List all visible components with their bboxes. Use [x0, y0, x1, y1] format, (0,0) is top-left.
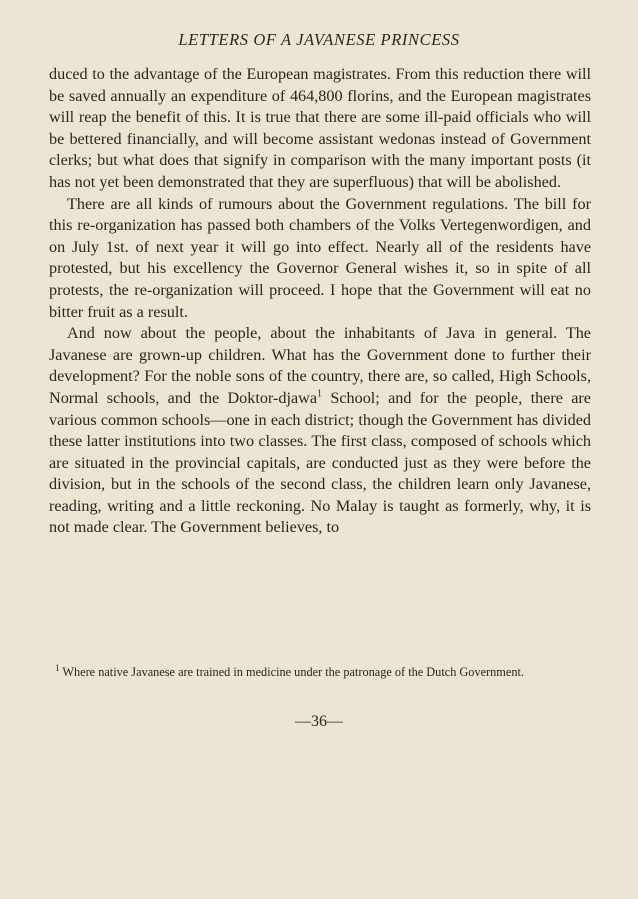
footnote-reference-mark: 1 [317, 388, 323, 400]
paragraph-3-text-b: School; and for the people, there are various common schools—one in each district; though the Government has divided these latter institutions into two classes. The first class, composed of schools which are situated in the provincial capitals, are conducted just as they were before the division, but in the schools of the second class, the children learn only Javanese, reading, writing and a little reckoning. No Malay is taught as formerly, why, it is not made clear. The Government believes, to [49, 388, 591, 537]
page-number: —36— [295, 713, 343, 730]
paragraph-3 [49, 323, 591, 539]
footnote [49, 664, 591, 681]
paragraph-2: There are all kinds of rumours about the Government regulations. The bill for this re-organization has passed both chambers of the Volks Vertegenwordigen, and on July 1st. of next year it will go into effect. Nearly all of the residents have protested, but his excellency the Governor General wishes it, so in spite of all protests, the re-organization will proceed. I hope that the Government will eat no bitter fruit as a result. [49, 194, 591, 321]
running-head: LETTERS OF A JAVANESE PRINCESS [178, 30, 460, 49]
paragraph-1: duced to the advantage of the European magistrates. From this reduction there will be saved annually an expenditure of 464,800 florins, and the European magistrates will reap the benefit of this. It is true that there are some ill-paid officials who will be bettered financially, and will become assistant wedonas instead of Government clerks; but what does that signify in comparison with the many important posts (it has not yet been demonstrated that they are superfluous) that will be abolished. [49, 65, 591, 191]
body-text [49, 64, 591, 539]
footnote-number: 1 [55, 662, 60, 673]
paragraph-3-text-a: And now about the people, about the inhabitants of Java in general. The Javanese are grown-up children. What has the Government done to further their development? For the noble sons of the country, there are, so called, High Schools, Normal schools, and the Doktor-djawa [49, 324, 591, 407]
footnote-text: Where native Javanese are trained in medicine under the patronage of the Dutch Government. [59, 665, 524, 679]
